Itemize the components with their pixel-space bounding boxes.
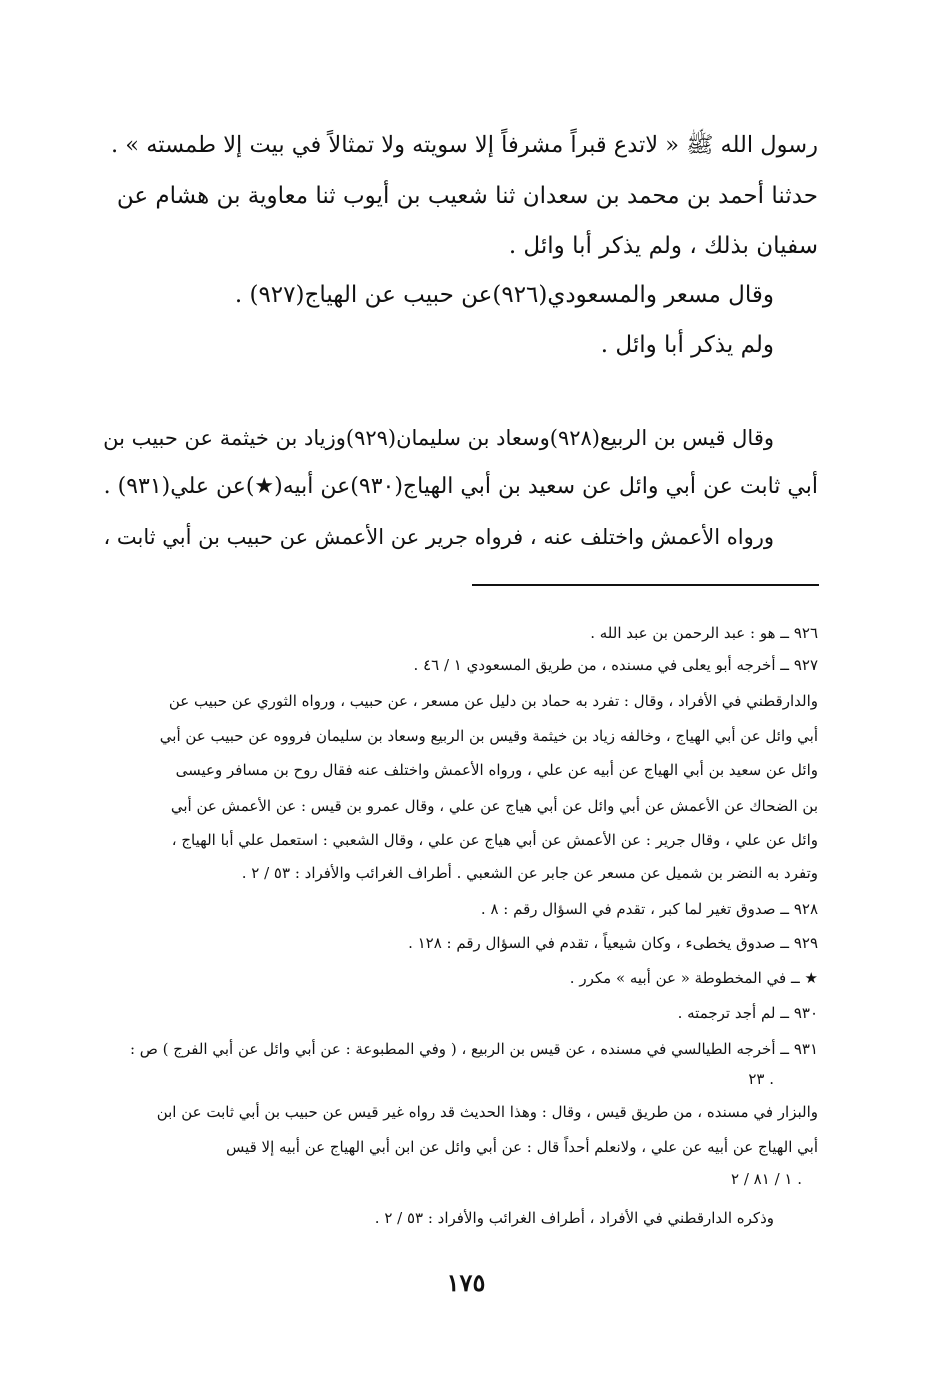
body-line: ورواه الأعمش واختلف عنه ، فرواه جرير عن الأعمش عن حبيب بن أبي ثابت ،: [103, 525, 774, 549]
footnote-line: والدارقطني في الأفراد ، وقال : تفرد به حماد بن دليل عن مسعر ، عن حبيب ، ورواه الثوري عن حبيب عن: [168, 692, 818, 710]
footnote-line: أبي الهياج عن أبيه عن علي ، ولانعلم أحداً قال : عن أبي وائل عن ابن أبي الهياج عن أبيه إلا قيس: [225, 1138, 818, 1156]
body-line: وقال قيس بن الربيع(٩٢٨)وسعاد بن سليمان(٩٢٩)وزياد بن خيثمة عن حبيب بن: [103, 426, 774, 450]
footnote-line: أبي وائل عن أبي الهياج ، وخالفه زياد بن خيثمة وقيس بن الربيع وسعاد بن سليمان فرووه عن حبيب عن أبي: [159, 727, 818, 745]
footnote-separator: [472, 584, 819, 586]
footnote-line: ١ / ٨١ / ٢ .: [731, 1170, 802, 1188]
page-number: ١٧٥: [446, 1268, 486, 1297]
footnote-line: وائل عن سعيد بن أبي الهياج عن أبيه عن علي ، ورواه الأعمش واختلف عنه فقال روح بن مسافر وعيسى: [175, 761, 818, 779]
body-line: رسول الله ﷺ « لاتدع قبراً مشرفاً إلا سويته ولا تمثالاً في بيت إلا طمسته » .: [111, 132, 818, 158]
footnote-line: ٩٣١ ــ أخرجه الطيالسي في مسنده ، عن قيس بن الربيع ، ( وفي المطبوعة : عن أبي وائل عن أبي الفرج ) ص :: [129, 1040, 818, 1058]
footnote-line: ٩٢٦ ــ هو : عبد الرحمن بن عبد الله .: [590, 624, 818, 642]
body-line: حدثنا أحمد بن محمد بن سعدان ثنا شعيب بن أيوب ثنا معاوية بن هشام عن: [116, 183, 818, 209]
footnote-line: ٩٢٨ ــ صدوق تغير لما كبر ، تقدم في السؤال رقم : ٨ .: [480, 900, 818, 918]
body-line: سفيان بذلك ، ولم يذكر أبا وائل .: [508, 233, 818, 259]
footnote-line: وائل عن علي ، وقال جرير : عن الأعمش عن أبي هياج عن علي ، وقال الشعبي : استعمل علي أبا الهياج ،: [171, 831, 818, 849]
footnote-line: وذكره الدارقطني في الأفراد ، أطراف الغرائب والأفراد : ٥٣ / ٢ .: [374, 1209, 774, 1227]
footnote-line: ٢٣ .: [748, 1070, 774, 1088]
body-line: وقال مسعر والمسعودي(٩٢٦)عن حبيب عن الهياج(٩٢٧) .: [234, 282, 774, 308]
body-line: ولم يذكر أبا وائل .: [600, 332, 774, 358]
footnote-line: والبزار في مسنده ، من طريق قيس ، وقال : وهذا الحديث قد رواه غير قيس عن حبيب بن أبي ثابت عن ابن: [156, 1103, 818, 1121]
body-line: أبي ثابت عن أبي وائل عن سعيد بن أبي الهياج(٩٣٠)عن أبيه(★)عن علي(٩٣١) .: [103, 474, 818, 499]
footnote-line: بن الضحاك عن الأعمش عن أبي وائل عن أبي هياج عن علي ، وقال عمرو بن قيس : عن الأعمش عن أبي: [170, 797, 818, 815]
footnote-line: وتفرد به النضر بن شميل عن مسعر عن جابر عن الشعبي . أطراف الغرائب والأفراد : ٥٣ / ٢ .: [241, 864, 818, 882]
footnote-line: ٩٢٩ ــ صدوق يخطىء ، وكان شيعياً ، تقدم في السؤال رقم : ١٢٨ .: [408, 934, 818, 952]
footnote-line: ٩٢٧ ــ أخرجه أبو يعلى في مسنده ، من طريق المسعودي ١ / ٤٦ .: [413, 656, 818, 674]
footnote-line: ★ ــ في المخطوطة « عن أبيه » مكرر .: [569, 969, 818, 987]
footnote-line: ٩٣٠ ــ لم أجد ترجمته .: [677, 1004, 818, 1022]
